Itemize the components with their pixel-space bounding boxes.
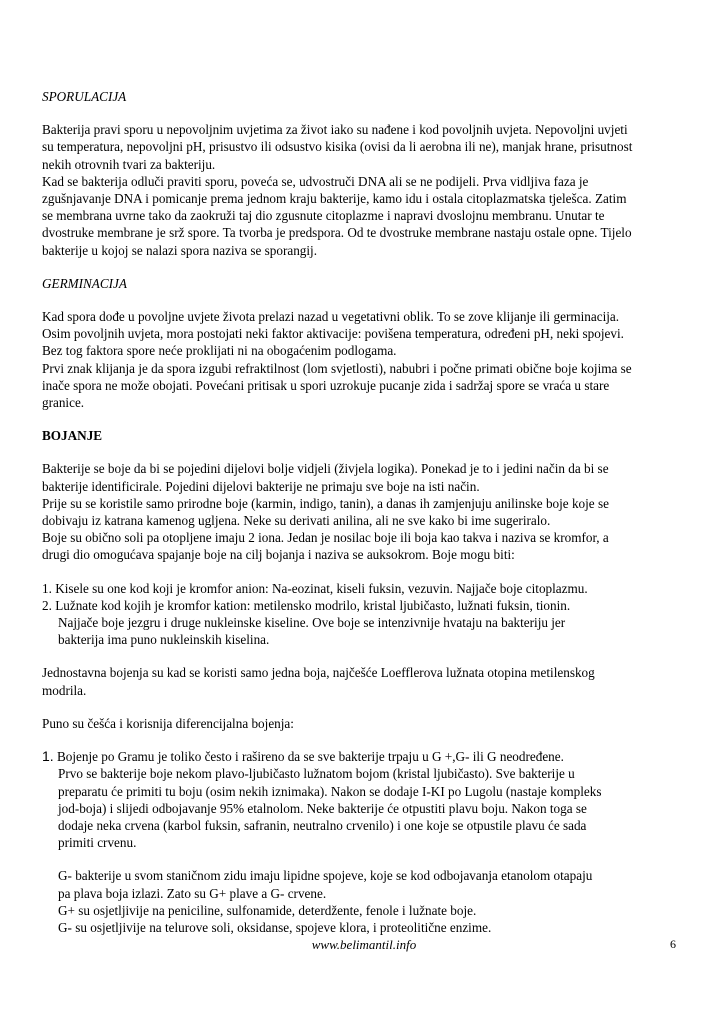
gram-first-line xyxy=(42,748,692,765)
text-line: dodaje neka crvena (karbol fuksin, safranin, neutralno crvenilo) i one koje se otpustile plavu će sada xyxy=(58,817,587,833)
page-body xyxy=(42,88,692,936)
text-line: inače spora ne može obojati. Povećani pritisak u spori uzrokuje pucanje zida i sadržaj spore se vraća u stare xyxy=(42,377,610,393)
simple-staining-paragraph xyxy=(42,664,692,698)
dye-type-list xyxy=(42,580,692,649)
gram-notes-paragraph xyxy=(42,867,692,936)
text-line: Puno su češća i korisnija diferencijalna bojenja: xyxy=(42,715,294,731)
gram-item-number: 1. xyxy=(42,748,54,765)
sporulation-heading: SPORULACIJA xyxy=(42,89,127,104)
staining-heading: BOJANJE xyxy=(42,428,103,444)
list-item: 2. Lužnate kod kojih je kromfor kation: metilensko modrilo, kristal ljubičasto, lužnati fuksin, tionin. xyxy=(42,597,571,613)
text-line: bakterije identificirale. Pojedini dijelovi bakterije ne primaju sve boje na isti način. xyxy=(42,478,480,494)
gram-staining-paragraph xyxy=(42,748,692,851)
list-item: 1. Kisele su one kod koji je kromfor anion: Na-eozinat, kiseli fuksin, vezuvin. Najjače boje citoplazmu. xyxy=(42,580,588,596)
staining-paragraph xyxy=(42,460,692,563)
list-item-continuation: bakterija ima puno nukleinskih kiselina. xyxy=(58,632,270,648)
text-line: granice. xyxy=(42,395,85,411)
text-line: modrila. xyxy=(42,682,87,698)
text-line: Boje su obično soli pa otopljene imaju 2 iona. Jedan je nosilac boje ili boja kao takva i naziva se kromfor, a xyxy=(42,530,609,546)
text-line: Bez tog faktora spore neće proklijati ni na obogaćenim podlogama. xyxy=(42,343,397,359)
text-line: primiti crvenu. xyxy=(58,835,137,851)
sporulation-paragraph xyxy=(42,121,692,259)
text-line: nekih otrovnih tvari za bakteriju. xyxy=(42,156,216,172)
text-line: Bakterija pravi sporu u nepovoljnim uvjetima za život iako su nađene i kod povoljnih uvjeta. Nepovoljni uvjeti xyxy=(42,122,628,138)
text-line: bakterije u kojoj se nalazi spora naziva se sporangij. xyxy=(42,242,318,258)
footer-website-link[interactable]: www.belimantil.info xyxy=(311,937,417,952)
text-line: Jednostavna bojenja su kad se koristi samo jedna boja, najčešće Loefflerova lužnata otopina metilenskog xyxy=(42,665,595,681)
text-line: dobivaju iz katrana kamenog ugljena. Neke su derivati anilina, ali ne sve kako bi ime sugeriralo. xyxy=(42,513,551,529)
text-line: drugi dio omogućava spajanje boje na cilj bojanja i naziva se auksokrom. Boje mogu biti: xyxy=(42,547,515,563)
text-line: zgušnjavanje DNA i pomicanje prema jednom kraju bakterije, kamo idu i ostala citoplazmatska tjelešca. Zatim xyxy=(42,191,627,207)
gram-first-text: Bojenje po Gramu je toliko često i rašireno da se sve bakterije trpaju u G +,G- ili G neodređene. xyxy=(53,749,564,765)
text-line: su temperatura, nepovoljni pH, prisustvo ili odsustvo kisika (ovisi da li aerobna ili ne), manjak hrane, prisutnost xyxy=(42,139,633,155)
differential-staining-intro xyxy=(42,715,692,732)
text-line: Kad spora dođe u povoljne uvjete života prelazi nazad u vegetativni oblik. To se zove klijanje ili germinacija. xyxy=(42,309,620,325)
text-line: Prvi znak klijanja je da spora izgubi refraktilnost (lom svjetlosti), nabubri i počne primati obične boje kojima se xyxy=(42,360,632,376)
text-line: se membrana uvrne tako da zaokruži taj dio zgusnute citoplazme i napravi dvoslojnu membranu. Unutar te xyxy=(42,208,605,224)
text-line: Osim povoljnih uvjeta, mora postojati neki faktor aktivacije: povišena temperatura, određeni pH, neki spojevi. xyxy=(42,326,624,342)
text-line: Kad se bakterija odluči praviti sporu, poveća se, udvostruči DNA ali se ne podijeli. Prva vidljiva faza je xyxy=(42,173,589,189)
page-number: 6 xyxy=(670,937,676,951)
list-item-continuation: Najjače boje jezgru i druge nukleinske kiseline. Ove boje se intenzivnije hvataju na bakteriju jer xyxy=(58,615,566,631)
text-line: Bakterije se boje da bi se pojedini dijelovi bolje vidjeli (živjela logika). Ponekad je to i jedini način da bi se xyxy=(42,461,609,477)
text-line: G- bakterije u svom staničnom zidu imaju lipidne spojeve, koje se kod odbojavanja etanolom otapaju xyxy=(58,868,593,884)
text-line: G- su osjetljivije na telurove soli, oksidanse, spojeve klora, i proteolitične enzime. xyxy=(58,919,492,935)
germination-heading: GERMINACIJA xyxy=(42,275,127,291)
text-line: G+ su osjetljivije na peniciline, sulfonamide, deterdžente, fenole i lužnate boje. xyxy=(58,902,477,918)
text-line: Prije su se koristile samo prirodne boje (karmin, indigo, tanin), a danas ih zamjenjuju anilinske boje koje se xyxy=(42,495,609,511)
text-line: dvostruke membrane je srž spore. Ta tvorba je predspora. Od te dvostruke membrane nastaju ostale opne. Tijelo xyxy=(42,225,632,241)
text-line: pa plava boja izlazi. Zato su G+ plave a G- crvene. xyxy=(58,885,327,901)
text-line: preparatu će primiti tu boju (osim nekih iznimaka). Nakon se dodaje I-KI po Lugolu (nastaje kompleks xyxy=(58,783,602,799)
text-line: jod-boja) i slijedi odbojavanje 95% etalnolom. Neke bakterije će otpustiti plavu boju. Nakon toga se xyxy=(58,800,587,816)
text-line: Prvo se bakterije boje nekom plavo-ljubičasto lužnatom bojom (kristal ljubičasto). Sve bakterije u xyxy=(58,766,575,782)
germination-paragraph xyxy=(42,308,692,411)
